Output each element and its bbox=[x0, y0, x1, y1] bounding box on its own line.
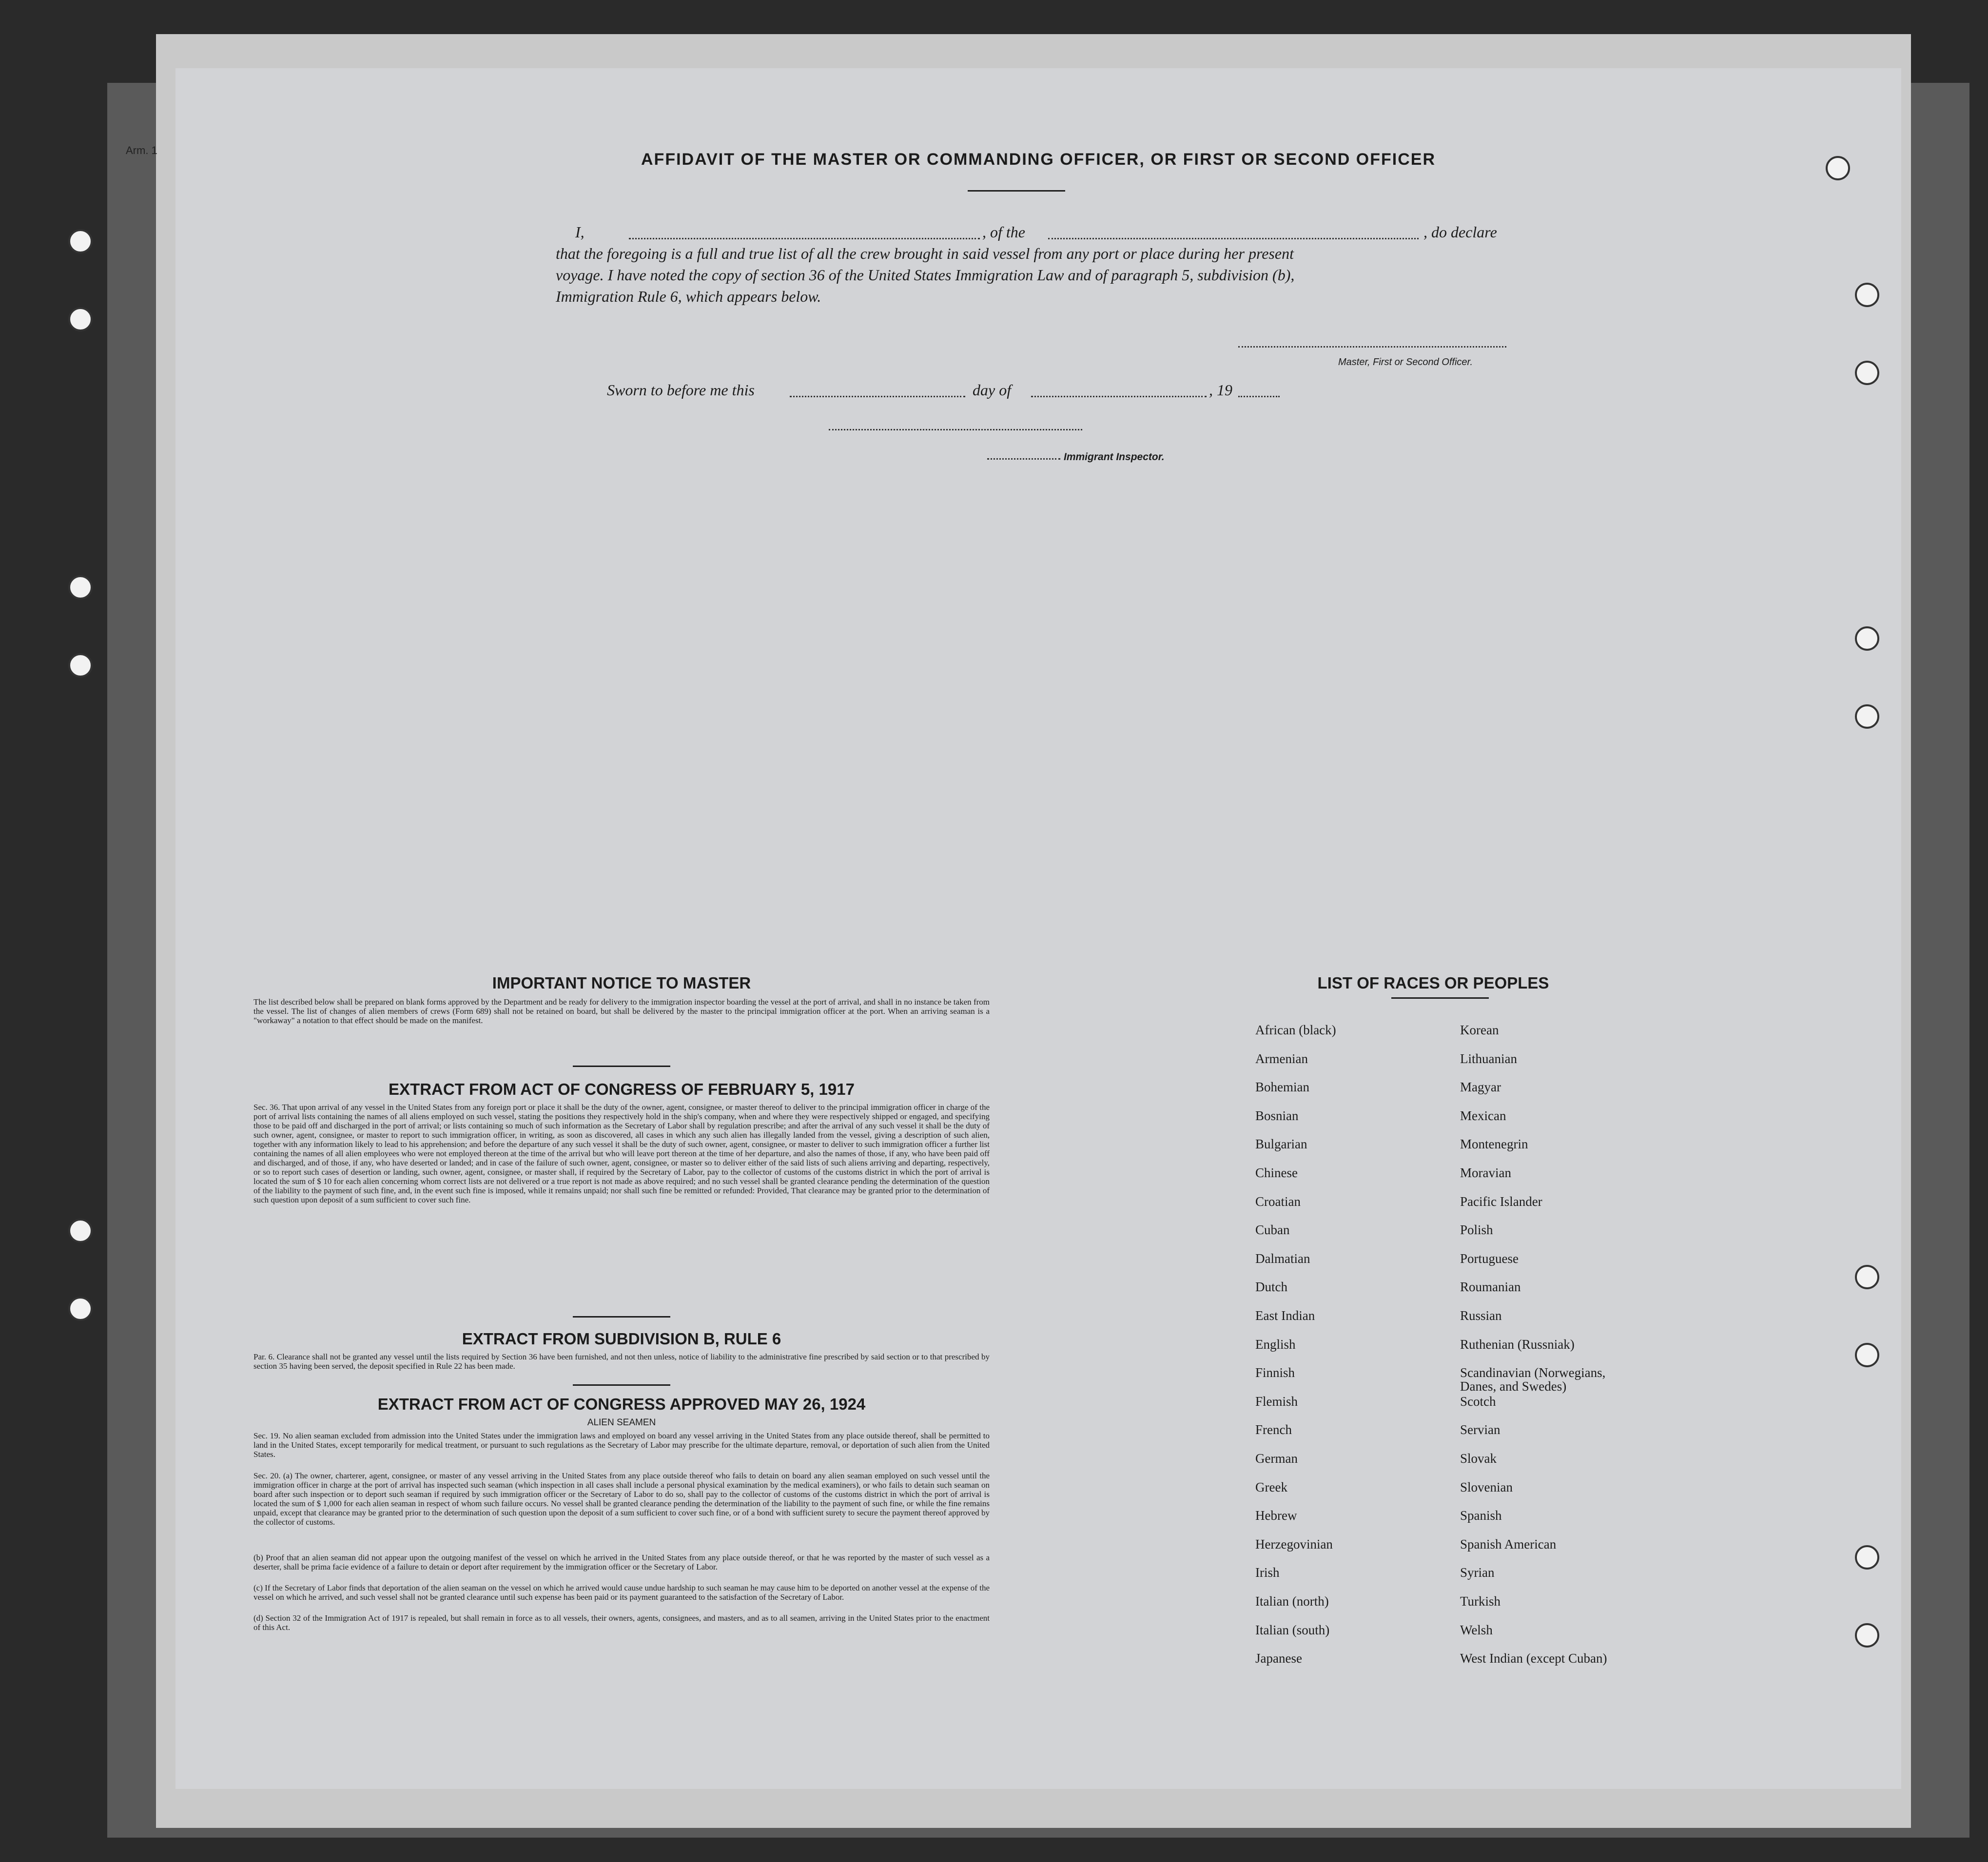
inspector-label: Immigrant Inspector. bbox=[1064, 451, 1165, 463]
race-item: Montenegrin bbox=[1460, 1137, 1528, 1152]
extract-1924-title: EXTRACT FROM ACT OF CONGRESS APPROVED MAY 26, 1924 bbox=[377, 1395, 866, 1413]
race-item: Korean bbox=[1460, 1023, 1499, 1037]
race-item: Finnish bbox=[1255, 1365, 1295, 1380]
binder-hole-icon bbox=[68, 653, 93, 678]
notice-title: IMPORTANT NOTICE TO MASTER bbox=[492, 974, 751, 992]
extract-1917-body: Sec. 36. That upon arrival of any vessel in the United States from any foreign port or place it shall be the duty of the owner, agent, consignee, or master thereof to deliver to the principal immigration officer in charge of the port of arrival lists containing the names of all aliens employed on such vessel, stating the positions they respectively hold in the ship's company, when and where they were respectively shipped or engaged, and specifying those to be paid off and discharged in the port of arrival; or lists containing so much of such information as the Secretary of Labor shall by regulation prescribe; and after the arrival of any such vessel it shall be the duty of such owner, agent, consignee, or master to report to such immigration officer, in writing, as soon as discovered, all cases in which any such alien has illegally landed from the vessel, giving a description of such alien, together with any information likely to lead to his apprehension; and before the departure of any such vessel it shall be the duty of such owner, agent, consignee, or master to deliver to such immigration officer a further list containing the names of all alien employees who were not employed thereon at the time of the arrival but who will leave port thereon at the time of her departure, and also the names of those, if any, who have been paid off and discharged, and of those, if any, who have deserted or landed; and in case of the failure of such owner, agent, consignee, or master so to deliver either of the said lists of such aliens arriving and departing, respectively, or so to report such cases of desertion or landing, such owner, agent, consignee, or master shall, if required by the Secretary of Labor, pay to the collector of customs of the customs district in which the port of arrival is located the sum of $ 10 for each alien concerning whom correct lists are not delivered or a true report is not made as above required; and no such vessel shall be granted clearance pending the determination of the question of the liability to the payment of such fine, and, in the event such fine is imposed, while it remains unpaid; nor shall such fine be remitted or refunded: Provided, That clearance may be granted prior to the determination of such question upon deposit of a sum sufficient to cover such fine. bbox=[253, 1103, 990, 1204]
inspector-field[interactable] bbox=[987, 458, 1060, 460]
race-item: Danes, and Swedes) bbox=[1460, 1379, 1567, 1394]
race-item: Turkish bbox=[1460, 1594, 1501, 1609]
race-item: Flemish bbox=[1255, 1394, 1298, 1409]
sworn-day-field[interactable] bbox=[790, 396, 965, 397]
sworn-year-field[interactable] bbox=[1238, 396, 1280, 397]
binder-hole-icon bbox=[68, 307, 93, 331]
race-item: Mexican bbox=[1460, 1108, 1506, 1123]
extract-1924-sec20b: (b) Proof that an alien seaman did not appear upon the outgoing manifest of the vessel on which he arrived in the United States from any place outside thereof, or that he was reported by the master of such vessel as a deserter, shall be prima facie evidence of a failure to detain or deport after requirement by the immigration officer or the Secretary of Labor. bbox=[253, 1553, 990, 1571]
race-item: Irish bbox=[1255, 1565, 1280, 1580]
inspector-signature-field[interactable] bbox=[829, 429, 1082, 430]
race-item: English bbox=[1255, 1337, 1296, 1352]
binder-hole-icon bbox=[1855, 1265, 1879, 1289]
divider bbox=[968, 190, 1065, 192]
binder-hole-icon bbox=[68, 229, 93, 253]
races-title: LIST OF RACES OR PEOPLES bbox=[1317, 974, 1549, 992]
signature-field[interactable] bbox=[1238, 346, 1506, 348]
race-item: Polish bbox=[1460, 1222, 1493, 1238]
document-page bbox=[175, 68, 1901, 1789]
binder-hole-icon bbox=[1855, 1545, 1879, 1570]
race-item: African (black) bbox=[1255, 1023, 1336, 1037]
extract-1924-subtitle: ALIEN SEAMEN bbox=[587, 1417, 656, 1428]
race-item: Magyar bbox=[1460, 1080, 1501, 1095]
divider bbox=[1391, 997, 1489, 999]
race-item: Syrian bbox=[1460, 1565, 1495, 1580]
extract-1924-sec20a: Sec. 20. (a) The owner, charterer, agent, consignee, or master of any vessel arriving in the United States from any place outside thereof who fails to detain on board any alien seaman employed on such vessel until the immigration officer in charge at the port of arrival has inspected such seaman (which inspection in all cases shall include a personal physical examination by the medical examiners), or who fails to detain such seaman on board after such inspection or to deport such seaman if required by such immigration officer or the Secretary of Labor to do so, shall pay to the collector of customs of the customs district in which the port of arrival is located the sum of $ 1,000 for each alien seaman in respect of whom such failure occurs. No vessel shall be granted clearance pending the determination of the liability to the payment of such fine, or while the fine remains unpaid, except that clearance may be granted prior to the determination of such question upon the deposit of a sum sufficient to cover such fine, or of a bond with sufficient surety to secure the payment thereof approved by the collector of customs. bbox=[253, 1471, 990, 1527]
vessel-field[interactable] bbox=[1048, 238, 1419, 239]
race-item: Slovak bbox=[1460, 1451, 1497, 1466]
race-item: Pacific Islander bbox=[1460, 1194, 1542, 1209]
binder-hole-icon bbox=[1855, 626, 1879, 651]
race-item: Roumanian bbox=[1460, 1280, 1521, 1295]
binder-hole-icon bbox=[1855, 283, 1879, 307]
binder-hole-icon bbox=[1855, 1623, 1879, 1648]
race-item: Slovenian bbox=[1460, 1479, 1513, 1494]
name-field[interactable] bbox=[629, 238, 980, 239]
race-item: Ruthenian (Russniak) bbox=[1460, 1337, 1575, 1352]
race-item: Scotch bbox=[1460, 1394, 1496, 1409]
race-item: Chinese bbox=[1255, 1165, 1298, 1180]
signature-label: Master, First or Second Officer. bbox=[1338, 357, 1473, 368]
race-item: East Indian bbox=[1255, 1308, 1315, 1323]
sworn-day-of: day of bbox=[973, 381, 1012, 399]
divider bbox=[573, 1066, 670, 1067]
race-item: Bulgarian bbox=[1255, 1137, 1307, 1152]
binder-hole-icon bbox=[1855, 361, 1879, 385]
race-item: Italian (south) bbox=[1255, 1622, 1330, 1637]
extract-rule6-body: Par. 6. Clearance shall not be granted any vessel until the lists required by Section 36 have been furnished, and not then unless, notice of liability to the administrative fine prescribed by said section or to that prescribed by section 35 having been served, the deposit specified in Rule 22 has been made. bbox=[253, 1352, 990, 1371]
race-item: Scandinavian (Norwegians, bbox=[1460, 1365, 1606, 1380]
extract-1924-sec19: Sec. 19. No alien seaman excluded from admission into the United States under the immigration laws and employed on board any vessel arriving in the United States from any place outside thereof, shall be permitted to land in the United States, except temporarily for medical treatment, or pursuant to such regulations as the Secretary of Labor may prescribe for the ultimate departure, removal, or deportation of such alien from the United States. bbox=[253, 1431, 990, 1459]
affidavit-line-1: that the foregoing is a full and true list of all the crew brought in said vessel from any port or place during her present bbox=[556, 245, 1294, 262]
notice-body: The list described below shall be prepared on blank forms approved by the Department and be ready for delivery to the immigration inspector boarding the vessel at the port of arrival, and shall in no instance be taken from the vessel. The list of changes of alien members of crews (Form 689) shall not be retained on board, but shall be delivered by the master to the principal immigration officer at the port. When an arriving seaman is a "workaway" a notation to that effect should be made on the manifest. bbox=[253, 997, 990, 1025]
binder-hole-icon bbox=[1855, 704, 1879, 729]
race-item: Armenian bbox=[1255, 1051, 1308, 1066]
sworn-year-prefix: , 19 bbox=[1209, 381, 1232, 399]
race-item: Bohemian bbox=[1255, 1080, 1309, 1095]
margin-note: Arm. 1 bbox=[126, 144, 157, 156]
race-item: Spanish American bbox=[1460, 1536, 1557, 1552]
race-item: Portuguese bbox=[1460, 1251, 1519, 1266]
extract-1917-title: EXTRACT FROM ACT OF CONGRESS OF FEBRUARY 5, 1917 bbox=[389, 1080, 855, 1098]
affidavit-title: AFFIDAVIT OF THE MASTER OR COMMANDING OFFICER, OR FIRST OR SECOND OFFICER bbox=[641, 150, 1436, 169]
race-item: Italian (north) bbox=[1255, 1594, 1329, 1609]
affidavit-line-2: voyage. I have noted the copy of section 36 of the United States Immigration Law and of paragraph 5, subdivision (b), bbox=[556, 266, 1295, 284]
sworn-label: Sworn to before me this bbox=[607, 381, 755, 399]
race-item: Dalmatian bbox=[1255, 1251, 1310, 1266]
binder-hole-icon bbox=[1855, 1343, 1879, 1367]
affidavit-i-label: I, bbox=[575, 223, 585, 241]
binder-hole-icon bbox=[68, 575, 93, 600]
race-item: Japanese bbox=[1255, 1651, 1302, 1666]
affidavit-of-the: , of the bbox=[982, 223, 1025, 241]
race-item: Herzegovinian bbox=[1255, 1536, 1333, 1552]
divider bbox=[573, 1384, 670, 1386]
race-item: Servian bbox=[1460, 1422, 1501, 1437]
binder-hole-icon bbox=[68, 1219, 93, 1243]
extract-rule6-title: EXTRACT FROM SUBDIVISION B, RULE 6 bbox=[462, 1330, 781, 1348]
race-item: West Indian (except Cuban) bbox=[1460, 1651, 1607, 1666]
race-item: Dutch bbox=[1255, 1280, 1287, 1295]
race-item: French bbox=[1255, 1422, 1292, 1437]
affidavit-line-3: Immigration Rule 6, which appears below. bbox=[556, 288, 821, 305]
binder-hole-icon bbox=[68, 1297, 93, 1321]
race-item: Bosnian bbox=[1255, 1108, 1299, 1123]
race-item: Cuban bbox=[1255, 1222, 1290, 1238]
extract-1924-sec20d: (d) Section 32 of the Immigration Act of 1917 is repealed, but shall remain in force as to all vessels, their owners, agents, consignees, and masters, and as to all seamen, arriving in the United States prior to the enactment of this Act. bbox=[253, 1613, 990, 1632]
race-item: Welsh bbox=[1460, 1622, 1493, 1637]
extract-1924-sec20c: (c) If the Secretary of Labor finds that deportation of the alien seaman on the vessel on which he arrived would cause undue hardship to such seaman he may cause him to be deported on another vessel at the expense of the vessel on which he arrived, and such vessel shall not be granted clearance until such expense has been paid or its payment guaranteed to the satisfaction of the Secretary of Labor. bbox=[253, 1583, 990, 1602]
race-item: Croatian bbox=[1255, 1194, 1301, 1209]
divider bbox=[573, 1316, 670, 1318]
race-item: German bbox=[1255, 1451, 1298, 1466]
race-item: Moravian bbox=[1460, 1165, 1511, 1180]
race-item: Lithuanian bbox=[1460, 1051, 1517, 1066]
race-item: Russian bbox=[1460, 1308, 1502, 1323]
race-item: Greek bbox=[1255, 1479, 1287, 1494]
affidavit-do-declare: , do declare bbox=[1423, 223, 1497, 241]
race-item: Hebrew bbox=[1255, 1508, 1297, 1523]
sworn-month-field[interactable] bbox=[1031, 396, 1207, 397]
race-item: Spanish bbox=[1460, 1508, 1502, 1523]
